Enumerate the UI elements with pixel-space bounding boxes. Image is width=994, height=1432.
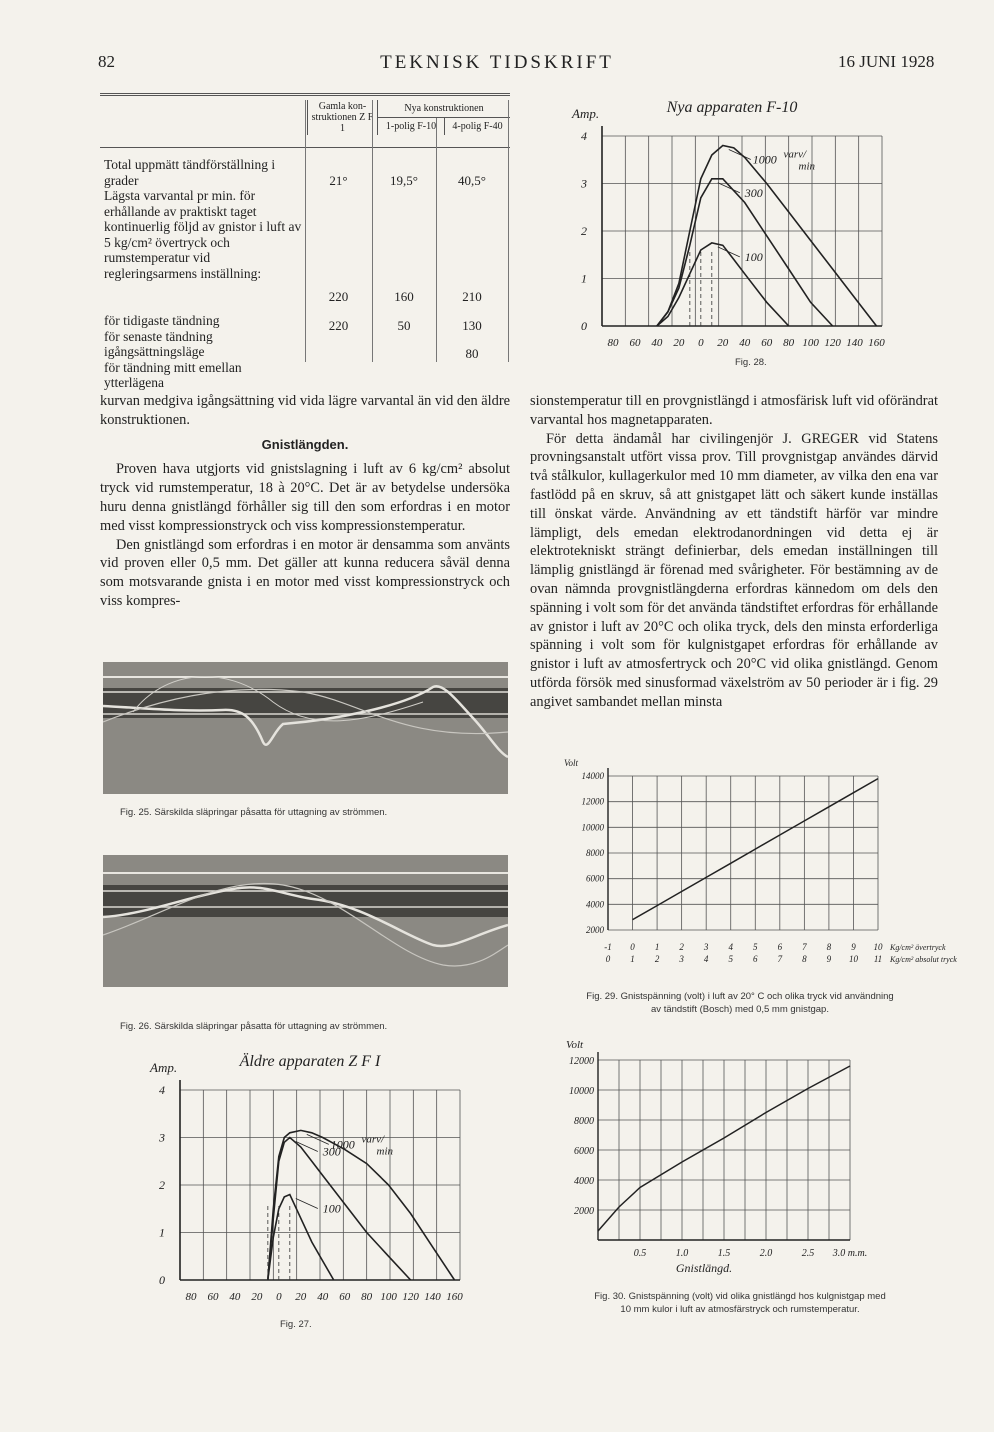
series-label: 100 xyxy=(744,249,763,264)
y-tick-label: 10000 xyxy=(569,1086,594,1097)
x-tick-label: 100 xyxy=(380,1291,397,1303)
x-tick-label: 9 xyxy=(826,954,832,964)
paragraph: Den gnistlängd som erfordras i en motor är densamma som använts vid proven eller 0,5 mm. Det gäller att kunna reducera såväl denna som motsvarande gnista i en motor med visst kompressionstryck och viss kompres- xyxy=(100,536,510,609)
issue-date: 16 JUNI 1928 xyxy=(838,52,935,71)
x-tick-label: 120 xyxy=(824,337,841,349)
x-tick-label: 11 xyxy=(873,954,883,964)
x-tick-label: 80 xyxy=(361,1291,373,1303)
x-tick-label: 4 xyxy=(703,954,709,964)
y-tick-label: 4000 xyxy=(574,1176,594,1187)
x-tick-label: 80 xyxy=(607,337,619,349)
table-row-label: för tändning mitt emellan ytterlägena xyxy=(104,359,242,391)
table-row-label: Total uppmätt tändförställning i grader xyxy=(104,157,276,188)
x-tick-label: 40 xyxy=(317,1291,329,1303)
y-tick-label: 8000 xyxy=(574,1116,594,1127)
x-tick-label: 7 xyxy=(802,942,807,952)
x-tick-label: 160 xyxy=(446,1291,463,1303)
chart-fig29 xyxy=(560,756,960,996)
paragraph: För detta ändamål har civilingenjör J. GREGER vid Statens provningsanstalt utfört vissa prov. Till provgnistgap användes därvid två stålkulor, kullagerkulor med 10 mm diameter, av vilka den ena var fastlödd på en skruv, så att gnistgapet lätt och säkert kunde inställas till önskat värde. Användning av ett tändstift härför var mindre lämpligt, dels emedan elektrodanordningen vid detta ej är elektrotekniskt strängt definierbar, dels emedan inställningen till lämplig gnistlängd är förenad med svårigheter. För bestämning av de ovan nämnda provgnistlängderna erfordras kännedom om dels den spänning i volt som för det använda tändstiftet erfordras för erhållande av gnistor i luft av 20°C och olika tryck, dels den minsta erforderliga spänning i volt som för kulgnistgapet erfordras för erhållande av gnistor i luft av atmosfertryck och 20°C vid olika gnistlängd. Genom utförda försök med sinusformad växelström av 50 perioder är i fig. 29 angivet sambandet mellan minsta xyxy=(530,430,938,710)
chart-title: Äldre apparaten Z F I xyxy=(239,1053,381,1070)
oscillogram-photo-fig26 xyxy=(103,855,508,987)
x-tick-label: 1 xyxy=(654,942,660,952)
right-column xyxy=(530,392,938,712)
paragraph: Proven hava utgjorts vid gnistslagning i luft av 6 kg/cm² absolut tryck vid rumstemperatur, 18 à 20°C. Det är av betydelse undersöka huru denna gnistlängd förhåller sig till den som erfordras i en motor med visst kompressionstryck och viss kompressionstemperatur. xyxy=(100,461,510,534)
x-tick-label: -1 xyxy=(604,942,612,952)
paragraph: sionstemperatur till en provgnistlängd i atmosfärisk luft vid oförändrat varvantal hos magnetapparaten. xyxy=(530,393,938,428)
y-tick-label: 3 xyxy=(159,1130,165,1145)
x-axis-label: Kg/cm² absolut tryck xyxy=(890,955,957,964)
x-tick-label: 0 xyxy=(698,337,704,349)
x-tick-label: 100 xyxy=(802,337,819,349)
chart-fig30 xyxy=(560,1040,920,1290)
series-line xyxy=(268,1130,455,1280)
x-tick-label: 2 xyxy=(654,954,660,964)
y-tick-label: 8000 xyxy=(586,848,604,858)
x-tick-label: 1.5 xyxy=(717,1248,731,1259)
x-tick-label: 3.0 m.m. xyxy=(832,1248,868,1259)
table-row-label: för senaste tändning igångsättningsläge xyxy=(104,328,213,360)
x-tick-label: 0 xyxy=(630,942,635,952)
section-heading: Gnistlängden. xyxy=(261,436,349,452)
x-tick-label: 8 xyxy=(826,942,832,952)
cell: 160 xyxy=(394,289,414,304)
cell: 80 xyxy=(465,346,479,361)
cell: 50 xyxy=(397,318,411,333)
col-header-new: Nya konstruktionen xyxy=(378,100,511,118)
x-tick-label: 80 xyxy=(783,337,795,349)
col-header-f40: 4-polig F-40 xyxy=(452,121,503,132)
y-axis-label: Volt xyxy=(566,1040,584,1051)
cell: 130 xyxy=(462,318,482,333)
series-label: 300 xyxy=(744,185,763,200)
y-tick-label: 4 xyxy=(581,129,587,143)
x-tick-label: 2 xyxy=(679,942,684,952)
series-label: 100 xyxy=(322,1201,341,1216)
x-tick-label: 60 xyxy=(207,1291,219,1303)
y-tick-label: 2000 xyxy=(574,1206,594,1217)
x-tick-label: 80 xyxy=(185,1291,197,1303)
x-tick-label: 0 xyxy=(276,1291,282,1303)
x-tick-label: 5 xyxy=(753,942,758,952)
table-top-rule xyxy=(100,93,510,96)
x-tick-label: 0 xyxy=(605,954,611,964)
x-tick-label: 2.5 xyxy=(801,1248,815,1259)
y-tick-label: 2 xyxy=(159,1178,165,1192)
x-tick-label: 60 xyxy=(339,1291,351,1303)
left-column xyxy=(100,392,510,611)
caption-fig25: Fig. 25. Särskilda släpringar påsatta för uttagning av strömmen. xyxy=(120,807,388,818)
journal-title: TEKNISK TIDSKRIFT xyxy=(380,52,614,73)
x-tick-label: 3 xyxy=(703,942,709,952)
table-row-label: Lägsta varvantal pr min. för erhållande av praktiskt taget kontinuerlig följd av gnistor i luft av 5 kg/cm² övertryck och rumstemperatur vid regleringsarmens inställning: xyxy=(104,188,302,281)
x-tick-label: 60 xyxy=(629,337,641,349)
caption-fig29: Fig. 29. Gnistspänning (volt) i luft av 20° C och olika tryck vid användning av tändstift (Bosch) med 0,5 mm gnistgap. xyxy=(586,991,894,1015)
x-tick-label: 20 xyxy=(295,1291,307,1303)
chart-fig28 xyxy=(562,96,912,366)
series-label: 1000 xyxy=(752,152,777,167)
x-tick-label: 10 xyxy=(873,942,883,952)
page-number: 82 xyxy=(98,52,115,71)
caption-fig28: Fig. 28. xyxy=(735,357,767,368)
y-tick-label: 3 xyxy=(581,176,587,191)
x-tick-label: 8 xyxy=(802,954,807,964)
x-tick-label: 7 xyxy=(777,954,783,964)
x-tick-label: 2.0 xyxy=(759,1248,773,1259)
x-tick-label: 60 xyxy=(761,337,773,349)
x-tick-label: 20 xyxy=(673,337,685,349)
x-tick-label: 140 xyxy=(424,1291,441,1303)
paragraph: kurvan medgiva igångsättning vid vida lägre varvantal än vid den äldre konstruktionen. xyxy=(100,393,510,428)
x-tick-label: 1 xyxy=(630,954,635,964)
x-tick-label: 1.0 xyxy=(675,1248,689,1259)
y-tick-label: 12000 xyxy=(569,1056,594,1067)
x-tick-label: 4 xyxy=(728,942,733,952)
y-tick-label: 2 xyxy=(581,224,587,238)
caption-fig27: Fig. 27. xyxy=(280,1319,312,1330)
col-header-old: Gamla kon-struktionen Z F 1 xyxy=(308,100,378,135)
x-tick-label: 40 xyxy=(651,337,663,349)
table-row-label: för tidigaste tändning xyxy=(104,313,220,328)
col-header-f10: 1-polig F-10 xyxy=(378,118,445,136)
series-unit: varv/ xyxy=(783,148,807,161)
series-unit: min xyxy=(376,1145,394,1158)
caption-fig30: Fig. 30. Gnistspänning (volt) vid olika gnistlängd hos kulgnistgap med 10 mm kulor i luft av atmosfärstryck och rumstemperatur. xyxy=(594,1291,886,1315)
y-tick-label: 0 xyxy=(581,319,587,333)
x-tick-label: 6 xyxy=(753,954,758,964)
y-tick-label: 10000 xyxy=(581,822,604,833)
x-tick-label: 20 xyxy=(251,1291,263,1303)
y-axis-label: Volt xyxy=(564,758,579,768)
series-label: 1000 xyxy=(330,1137,355,1152)
y-axis-label: Amp. xyxy=(150,1060,178,1075)
x-tick-label: 5 xyxy=(728,954,733,964)
y-tick-label: 4 xyxy=(159,1083,165,1097)
x-tick-label: 160 xyxy=(868,337,885,349)
cell: 40,5° xyxy=(458,173,486,188)
x-axis-label: Gnistlängd. xyxy=(675,1261,733,1275)
x-tick-label: 140 xyxy=(846,337,863,349)
y-axis-label: Amp. xyxy=(572,106,600,121)
x-tick-label: 10 xyxy=(848,954,858,964)
series-line xyxy=(657,243,789,326)
series-leader xyxy=(729,150,751,160)
chart-title: Nya apparaten F-10 xyxy=(666,99,798,116)
cell: 21° xyxy=(329,173,348,188)
cell: 220 xyxy=(328,289,349,304)
x-axis-label: Kg/cm² övertryck xyxy=(890,943,946,952)
x-tick-label: 40 xyxy=(229,1291,241,1303)
table-col-rule xyxy=(508,100,509,362)
series-unit: min xyxy=(798,160,816,173)
y-tick-label: 2000 xyxy=(586,925,604,935)
x-tick-label: 120 xyxy=(402,1291,419,1303)
cell: 19,5° xyxy=(390,173,418,188)
x-tick-label: 40 xyxy=(739,337,751,349)
y-tick-label: 1 xyxy=(159,1225,165,1240)
y-tick-label: 6000 xyxy=(574,1146,594,1157)
x-tick-label: 9 xyxy=(851,942,856,952)
series-unit: varv/ xyxy=(361,1133,385,1146)
x-tick-label: 3 xyxy=(679,954,684,964)
series-label: 300 xyxy=(322,1144,341,1159)
x-tick-label: 20 xyxy=(717,337,729,349)
oscillogram-photo-fig25 xyxy=(103,662,508,794)
series-leader xyxy=(296,1199,318,1209)
y-tick-label: 14000 xyxy=(581,771,604,781)
table-row-labels xyxy=(104,157,302,391)
y-tick-label: 4000 xyxy=(586,899,604,910)
x-tick-label: 0.5 xyxy=(633,1248,647,1259)
x-tick-label: 6 xyxy=(777,942,783,952)
y-tick-label: 12000 xyxy=(581,796,604,807)
chart-fig27 xyxy=(140,1050,490,1320)
cell: 220 xyxy=(328,318,349,333)
y-tick-label: 6000 xyxy=(586,873,604,884)
caption-fig26: Fig. 26. Särskilda släpringar påsatta för uttagning av strömmen. xyxy=(120,1021,388,1032)
series-leader xyxy=(718,247,740,257)
y-tick-label: 1 xyxy=(581,271,587,286)
cell: 210 xyxy=(462,289,482,304)
y-tick-label: 0 xyxy=(159,1273,165,1287)
